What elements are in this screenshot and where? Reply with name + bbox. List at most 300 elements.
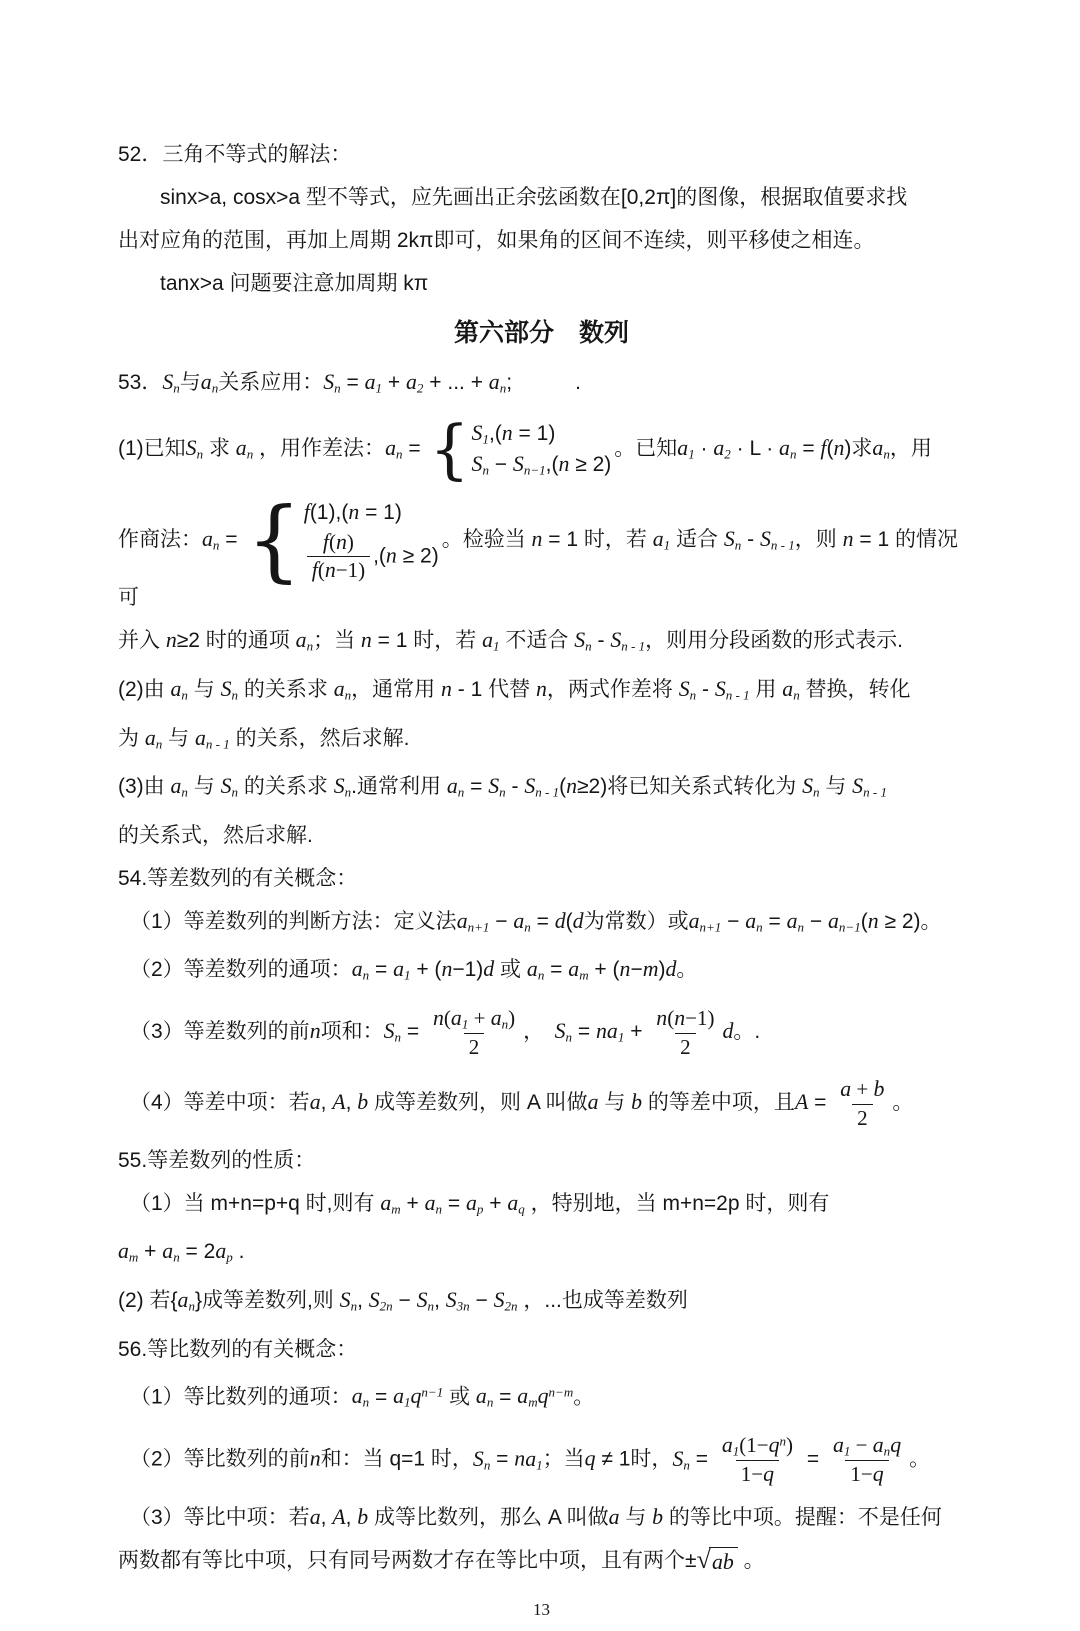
subscript: n xyxy=(395,446,403,462)
text-run: = xyxy=(572,1020,596,1044)
text-run: 与 xyxy=(619,1506,653,1530)
text-run: ( xyxy=(826,436,834,460)
math-variable: $q^{n-m}$ xyxy=(537,1384,574,1409)
text-run: 替换，转化 xyxy=(799,677,911,701)
text-run: + xyxy=(468,1006,491,1031)
text-run: ，用作差法： xyxy=(253,436,386,460)
subscript: n−1 xyxy=(838,919,861,935)
item-55-1b xyxy=(118,1230,965,1279)
text-run: 成等差数列，则 A 叫做 xyxy=(368,1091,588,1115)
math-variable: $a_n$ xyxy=(872,435,890,462)
subscript: n+1 xyxy=(699,919,722,935)
text-run: 并入 xyxy=(118,629,166,653)
math-cases xyxy=(246,488,439,593)
math-variable: $a_q$ xyxy=(507,1190,525,1217)
math-variable: a xyxy=(587,1090,599,1115)
text-run: ；当 xyxy=(313,629,361,653)
subscript: 1 xyxy=(843,1443,851,1459)
cases-row xyxy=(304,529,439,585)
item-53-1c xyxy=(118,619,965,668)
subscript: n xyxy=(231,687,239,703)
math-variable: $a_1$ xyxy=(393,1384,411,1410)
subscript: n xyxy=(173,380,180,396)
text-run: (1− xyxy=(739,1432,769,1457)
math-variable: n xyxy=(309,1446,321,1471)
text-run: = xyxy=(401,1020,425,1044)
math-variable: $S_n$ xyxy=(323,370,341,396)
math-variable: n xyxy=(309,1019,321,1044)
text-run: 项和： xyxy=(320,1020,384,1044)
text-run: （3）等比中项：若 xyxy=(130,1506,310,1530)
subscript: n xyxy=(350,1298,358,1314)
math-variable: $S_{n-1}$ xyxy=(512,452,546,478)
text-run: 第六部分 数列 xyxy=(453,319,629,347)
math-variable: n xyxy=(566,774,578,799)
math-variable: $a_{n+1}$ xyxy=(456,908,490,935)
math-variable: $S_{3n}$ xyxy=(445,1288,470,1314)
math-variable: n xyxy=(514,1446,526,1471)
math-variable: $S_n$ xyxy=(220,676,239,703)
math-variable: n xyxy=(842,527,854,552)
math-variable: $S_n$ xyxy=(416,1288,435,1314)
subscript: 1 xyxy=(688,446,695,462)
text-run: 。已知 xyxy=(614,436,678,460)
text-run: （2）等比数列的前 xyxy=(130,1447,310,1471)
text-run: ) xyxy=(658,958,666,982)
text-run: + xyxy=(624,1020,649,1044)
text-run: 2 xyxy=(857,1105,868,1130)
text-run: ≠ 1时， xyxy=(595,1447,673,1471)
cases-row xyxy=(472,449,612,481)
item-56-title xyxy=(118,1328,965,1371)
text-run: ≥ 2)。 xyxy=(878,909,942,933)
text-run: 53． xyxy=(118,371,163,394)
math-variable: b xyxy=(652,1505,664,1530)
subscript: n xyxy=(196,446,204,462)
math-fraction xyxy=(835,1076,889,1131)
text-run: = xyxy=(219,528,244,552)
text-run: 的等差中项，且 xyxy=(642,1091,795,1115)
text-run: = xyxy=(369,958,394,982)
text-run: 出对应角的范围，再加上周期 2kπ即可，如果角的区间不连续，则平移使之相连。 xyxy=(118,229,875,252)
math-variable: $a_n$ xyxy=(513,908,531,935)
text-run: 或 xyxy=(443,1385,476,1409)
text-run: 不适合 xyxy=(499,629,575,653)
text-run: 用 xyxy=(749,677,783,701)
math-variable: $a_1$ xyxy=(393,957,411,984)
math-variable: $a_n$ xyxy=(490,1006,509,1032)
math-variable: $a_{n+1}$ xyxy=(688,908,722,935)
subscript: n xyxy=(344,784,352,800)
math-cases xyxy=(429,412,612,487)
text-run: ，两式作差将 xyxy=(546,677,679,701)
math-variable: d xyxy=(722,1019,734,1044)
text-run: sinx>a, cosx>a 型不等式，应先画出正余弦函数在[0,2π]的图像，根据取值要求找 xyxy=(160,186,908,209)
math-fraction xyxy=(307,529,370,585)
cases-row xyxy=(472,418,556,450)
text-run: + xyxy=(483,1191,508,1215)
math-variable: $a_2$ xyxy=(713,435,731,462)
subscript: 1 xyxy=(461,1016,469,1032)
text-run: - 1 代替 xyxy=(451,677,536,701)
text-run: 。检验当 xyxy=(441,528,532,552)
fraction-denominator xyxy=(675,1033,696,1060)
math-variable: n xyxy=(432,1006,444,1031)
math-variable: n xyxy=(833,435,845,460)
text-run: （1）等差数列的判断方法：定义法 xyxy=(130,909,457,933)
text-run: 成等比数列，那么 A 叫做 xyxy=(368,1506,609,1530)
math-variable: b xyxy=(357,1090,369,1115)
text-run: − xyxy=(630,958,643,982)
text-run: = xyxy=(369,1385,394,1409)
math-variable: a xyxy=(309,1505,321,1530)
text-run: + ( xyxy=(588,958,620,982)
item-54-1 xyxy=(118,900,965,949)
math-variable: $S_n$ xyxy=(339,1288,358,1314)
math-variable: n xyxy=(501,420,513,445)
math-variable: f xyxy=(311,557,318,582)
math-variable: n xyxy=(348,499,360,524)
text-run: 的关系求 xyxy=(238,775,334,799)
fraction-numerator xyxy=(717,1432,798,1460)
text-run: , xyxy=(345,1506,358,1530)
text-run: = xyxy=(808,1091,833,1115)
text-run: 关系应用： xyxy=(218,371,324,394)
section-header xyxy=(118,305,965,361)
subscript: n - 1 xyxy=(863,784,887,800)
math-variable: n xyxy=(535,676,547,701)
subscript: n−1 xyxy=(523,462,546,478)
text-run: 56.等比数列的有关概念： xyxy=(118,1337,358,1361)
text-run: ( xyxy=(860,909,868,933)
math-variable: $a_m$ xyxy=(568,957,589,984)
math-fraction xyxy=(651,1005,719,1060)
math-variable: q xyxy=(763,1461,775,1486)
math-variable: q xyxy=(890,1432,902,1457)
math-variable: $S_1$ xyxy=(471,420,489,447)
fraction-denominator xyxy=(464,1033,485,1060)
text-run: 1− xyxy=(740,1461,764,1486)
text-run: }成等差数列,则 xyxy=(194,1289,340,1313)
text-run: ，通常用 xyxy=(351,677,441,701)
fraction-denominator xyxy=(736,1460,779,1488)
subscript: n xyxy=(501,1016,509,1032)
text-run: (3)由 xyxy=(118,775,171,799)
text-run: = xyxy=(464,775,489,799)
math-variable: $a_n$ xyxy=(202,527,220,553)
subscript: p xyxy=(476,1201,484,1217)
left-brace: { xyxy=(246,488,302,593)
subscript: n xyxy=(212,537,220,553)
text-run: ，...也成等差数列 xyxy=(517,1289,688,1313)
math-variable: $a_n$ xyxy=(170,774,188,800)
math-variable: $a_n$ xyxy=(872,1432,891,1459)
math-variable: q xyxy=(872,1461,884,1486)
text-run: ( xyxy=(317,557,325,582)
math-variable: d xyxy=(665,957,677,982)
math-variable: b xyxy=(873,1077,885,1102)
text-run: - xyxy=(696,677,715,701)
text-run: 适合 xyxy=(670,528,724,552)
math-variable: $a_m$ xyxy=(517,1384,538,1410)
item-56-1 xyxy=(118,1371,965,1424)
text-run: （2）等差数列的通项： xyxy=(130,958,352,982)
text-run: ，用 xyxy=(889,436,932,460)
math-variable: a xyxy=(608,1505,620,1530)
text-run: −1) xyxy=(335,557,366,582)
text-run: 两数都有等比中项，只有同号两数才存在等比中项，且有两个± xyxy=(118,1549,697,1573)
subscript: 2 xyxy=(724,446,731,462)
text-run: , xyxy=(320,1091,333,1115)
text-run: 2 xyxy=(680,1034,691,1059)
item-54-title xyxy=(118,857,965,900)
subscript: n xyxy=(683,1457,690,1473)
math-variable: n xyxy=(558,452,570,477)
math-variable: $a_n$ xyxy=(745,908,763,935)
subscript: n - 1 xyxy=(770,537,795,553)
math-variable: d xyxy=(483,957,495,982)
text-run: = xyxy=(530,909,555,933)
math-variable: $a_1$ xyxy=(450,1006,469,1032)
math-variable: $a_n$ xyxy=(235,435,254,462)
text-run: 与 xyxy=(187,677,221,701)
text-run: - xyxy=(505,775,525,799)
item-54-3 xyxy=(118,997,965,1068)
math-variable: a xyxy=(711,1550,723,1575)
subscript: n xyxy=(499,784,506,800)
math-variable: $S_n$ xyxy=(723,527,742,553)
superscript: n−1 xyxy=(421,1384,444,1400)
text-run: 与 xyxy=(598,1091,632,1115)
math-variable: n xyxy=(385,543,397,567)
math-variable: $S_n$ xyxy=(678,676,697,703)
subscript: n xyxy=(486,1394,494,1410)
subscript: n xyxy=(181,784,188,800)
subscript: m xyxy=(528,1394,538,1410)
text-run: 与 xyxy=(187,775,221,799)
math-variable: $a_1$ xyxy=(652,527,671,553)
subscript: n - 1 xyxy=(205,736,230,752)
subscript: n xyxy=(883,446,890,462)
subscript: 2n xyxy=(379,1298,393,1314)
subscript: n xyxy=(457,784,465,800)
text-run: ( xyxy=(328,529,336,554)
subscript: n xyxy=(797,919,805,935)
cases-row xyxy=(304,497,402,529)
text-run: + xyxy=(382,371,406,394)
text-run: （1）等比数列的通项： xyxy=(130,1385,352,1409)
math-variable: $S_{n - 1}$ xyxy=(714,676,750,703)
math-variable: $a_n$ xyxy=(295,628,314,654)
text-run: − xyxy=(469,1289,494,1313)
math-variable: $q^{n-1}$ xyxy=(410,1384,444,1409)
math-variable: $a_1$ xyxy=(677,435,695,462)
subscript: n - 1 xyxy=(725,687,750,703)
subscript: n xyxy=(334,380,341,396)
item-54-4 xyxy=(118,1068,965,1139)
text-run: = 1) xyxy=(359,500,402,524)
math-variable: b xyxy=(722,1550,734,1575)
math-variable: a xyxy=(309,1090,321,1115)
subscript: 2n xyxy=(504,1298,518,1314)
subscript: n+1 xyxy=(467,919,490,935)
math-variable: $a_n$ xyxy=(200,370,219,396)
math-variable: $S_{n - 1}$ xyxy=(852,774,887,800)
text-run: = xyxy=(796,436,821,460)
subscript: 3n xyxy=(456,1298,470,1314)
subscript: 2 xyxy=(416,380,424,396)
text-run: + xyxy=(138,1240,163,1264)
text-run: 。 xyxy=(892,1091,914,1115)
text-run: ≥ 2) xyxy=(569,453,612,477)
text-run: · L · xyxy=(730,436,780,460)
math-variable: $a_n$ xyxy=(144,725,163,752)
text-run: = xyxy=(493,1385,518,1409)
text-run: + ... + xyxy=(423,371,489,394)
math-variable: n xyxy=(674,1006,686,1031)
subscript: n xyxy=(344,687,352,703)
text-run: ≥ 2) xyxy=(396,544,439,567)
text-run: (1)已知 xyxy=(118,436,186,460)
text-run: − xyxy=(721,909,746,933)
subscript: n xyxy=(211,380,219,396)
text-run: − xyxy=(489,909,514,933)
subscript: n xyxy=(499,380,507,396)
subscript: n xyxy=(482,462,489,478)
text-run: （3）等差数列的前 xyxy=(130,1020,310,1044)
math-variable: n xyxy=(441,676,452,701)
text-run: ( xyxy=(559,775,567,799)
subscript: n xyxy=(756,919,763,935)
para-52-line1 xyxy=(118,176,965,219)
text-run: = 1 的情况可 xyxy=(118,528,958,610)
subscript: n xyxy=(585,638,592,654)
text-run: ) xyxy=(508,1006,516,1031)
math-variable: $a_m$ xyxy=(380,1190,401,1217)
math-fraction xyxy=(428,1005,520,1060)
text-run: ; . xyxy=(506,371,581,394)
text-run: 的关系，然后求解. xyxy=(229,726,410,750)
math-variable: f xyxy=(820,435,827,460)
text-run: 52．三角不等式的解法： xyxy=(118,143,352,166)
text-run: − xyxy=(804,909,828,933)
text-run: 与 xyxy=(179,371,201,394)
text-run: 2 xyxy=(468,1035,480,1059)
fraction-numerator xyxy=(318,529,359,556)
text-run: 为 xyxy=(118,726,145,750)
math-variable: $a_n$ xyxy=(177,1288,195,1314)
item-53-1b xyxy=(118,489,965,619)
text-run: 。. xyxy=(733,1020,761,1044)
math-variable: b xyxy=(631,1090,643,1115)
text-run: ；当 xyxy=(542,1447,585,1471)
cases-rows xyxy=(304,497,439,584)
subscript: 1 xyxy=(663,537,671,553)
subscript: n xyxy=(734,537,742,553)
math-variable: $S_n$ xyxy=(672,1446,690,1473)
item-56-3b xyxy=(118,1539,965,1584)
text-run: = xyxy=(340,371,365,394)
subscript: 1 xyxy=(536,1457,543,1473)
fraction-numerator xyxy=(835,1076,889,1103)
math-variable: $S_n$ xyxy=(220,774,239,800)
subscript: n xyxy=(394,1029,402,1045)
math-variable: $a_1$ xyxy=(832,1432,851,1459)
subscript: 1 xyxy=(482,431,489,447)
text-run: (2)由 xyxy=(118,677,171,701)
math-variable: n xyxy=(335,529,347,554)
math-variable: q xyxy=(584,1446,596,1471)
math-variable: $a_1$ xyxy=(525,1446,543,1473)
text-run: − xyxy=(850,1432,873,1457)
text-run: = 2 xyxy=(179,1240,216,1264)
math-variable: $S_n$ xyxy=(574,628,592,654)
text-run: 13 xyxy=(533,1600,550,1620)
subscript: p xyxy=(226,1250,233,1266)
text-run: - xyxy=(741,528,760,552)
math-variable: $a_n$ xyxy=(786,908,805,935)
text-run: = xyxy=(801,1447,825,1471)
item-55-2 xyxy=(118,1279,965,1328)
text-run: ( xyxy=(667,1006,675,1031)
text-run: (1),( xyxy=(309,500,349,524)
math-variable: $S_n$ xyxy=(471,452,489,478)
subscript: n xyxy=(188,1298,195,1314)
square-root xyxy=(697,1547,738,1576)
math-variable: $S_n$ xyxy=(383,1019,402,1045)
subscript: 1 xyxy=(403,1394,411,1410)
item-53-3 xyxy=(118,765,965,814)
subscript: n - 1 xyxy=(621,638,646,654)
text-run: （1）当 m+n=p+q 时,则有 xyxy=(130,1191,381,1215)
text-run: ) xyxy=(786,1432,794,1457)
math-variable: $S_{n - 1}$ xyxy=(610,628,646,654)
text-run: 作商法： xyxy=(118,528,202,552)
math-variable: n xyxy=(596,1019,607,1044)
math-variable: $a_n$ xyxy=(351,1384,370,1410)
fraction-denominator xyxy=(845,1460,888,1488)
math-variable: $S_n$ xyxy=(333,774,352,800)
text-run: 。 xyxy=(909,1447,931,1471)
fraction-denominator xyxy=(307,556,370,584)
item-52-title xyxy=(118,133,965,176)
text-run: = xyxy=(442,1191,466,1215)
math-variable: $a_n$ xyxy=(351,957,370,984)
math-variable: $S_n$ xyxy=(554,1019,573,1045)
text-run: 与 xyxy=(162,726,195,750)
math-variable: $S_n$ xyxy=(162,370,180,396)
text-run: ) xyxy=(844,436,852,460)
text-run: ≥2)将已知关系式转化为 xyxy=(577,775,803,799)
text-run: , xyxy=(320,1506,333,1530)
math-variable: $a_p$ xyxy=(465,1190,484,1217)
para-52-line3 xyxy=(118,262,965,305)
math-variable: $a_1$ xyxy=(482,628,500,654)
item-53-3b xyxy=(118,814,965,857)
math-variable: d xyxy=(572,908,584,933)
text-run: 。 xyxy=(737,1549,765,1573)
text-run: (2) 若{ xyxy=(118,1289,178,1313)
text-run: , xyxy=(434,1289,446,1313)
text-run: - xyxy=(591,629,611,653)
math-variable: $a_{n-1}$ xyxy=(828,908,861,935)
math-variable: $a_p$ xyxy=(215,1239,233,1266)
text-run: + ( xyxy=(410,958,442,982)
subscript: m xyxy=(579,968,589,984)
math-variable: $q^n$ xyxy=(768,1432,787,1457)
text-run: 或 xyxy=(494,958,527,982)
subscript: n xyxy=(689,687,697,703)
